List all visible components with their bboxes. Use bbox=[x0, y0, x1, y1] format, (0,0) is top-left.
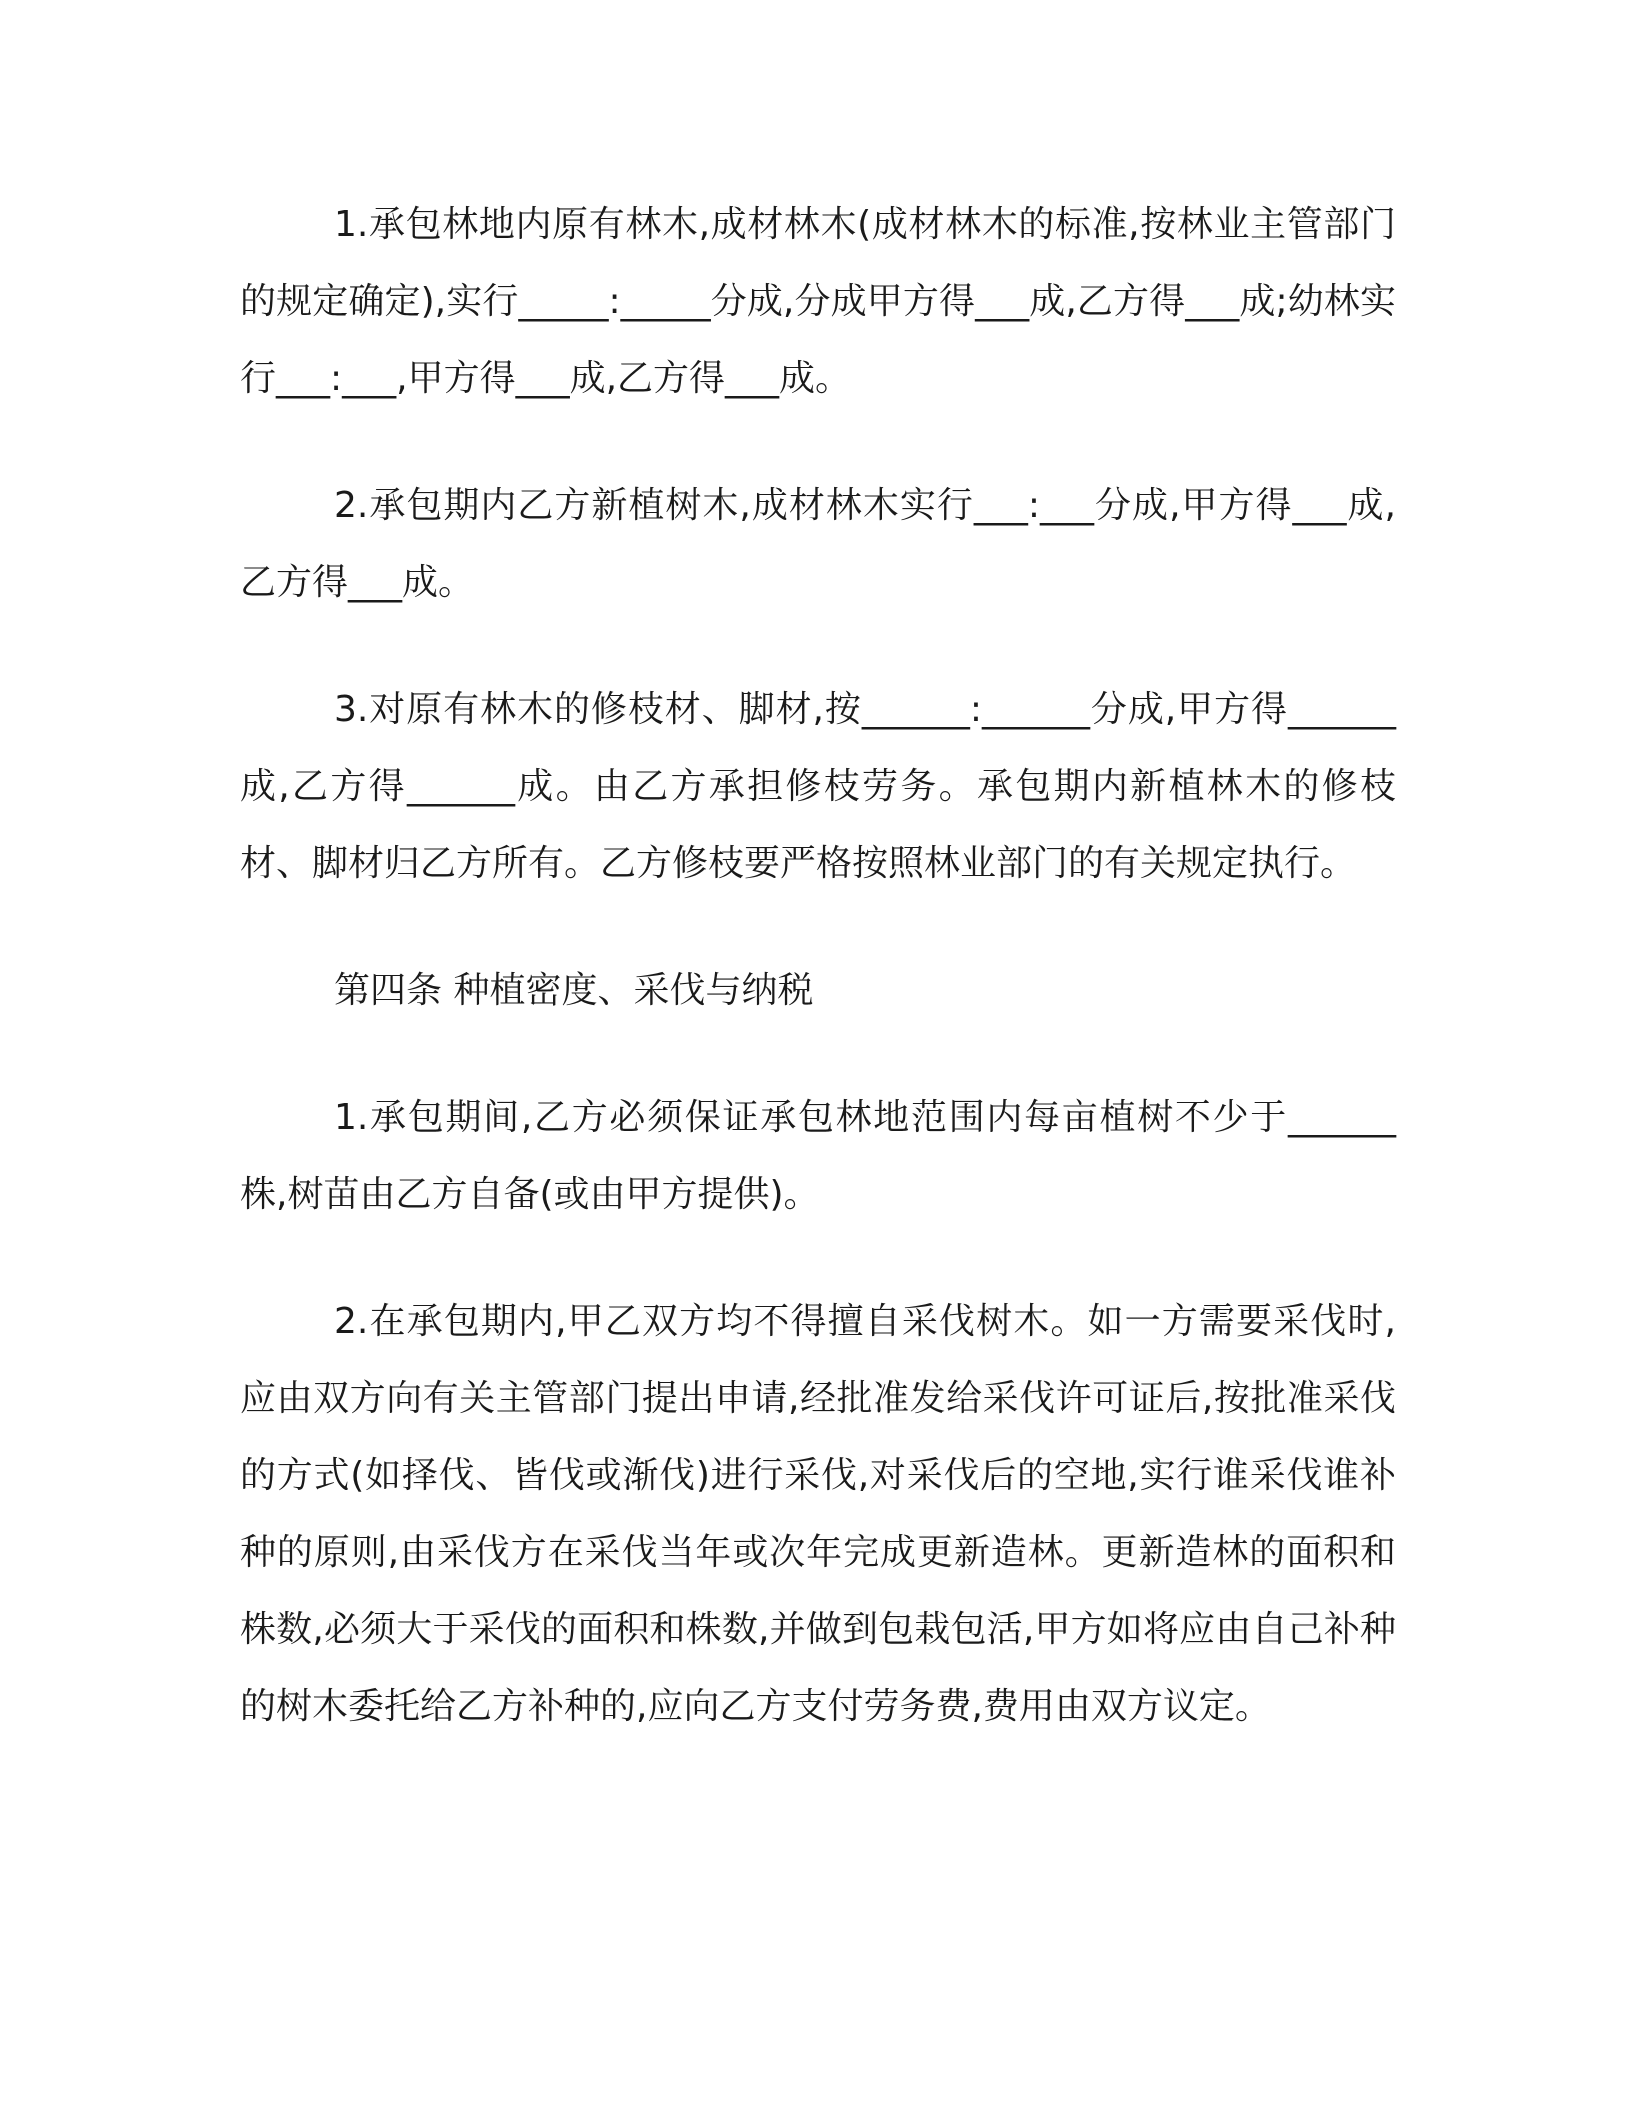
paragraph-clause-1: 1.承包林地内原有林木,成材林木(成材林木的标准,按林业主管部门的规定确定),实行_____:_____分成,分成甲方得___成,乙方得___成;幼林实行___:___,甲方得___成,乙方得___成。 bbox=[240, 204, 1396, 399]
section-heading-article-4: 第四条 种植密度、采伐与纳税 bbox=[334, 970, 814, 1011]
paragraph-article4-clause-2: 2.在承包期内,甲乙双方均不得擅自采伐树木。如一方需要采伐时,应由双方向有关主管部门提出申请,经批准发给采伐许可证后,按批准采伐的方式(如择伐、皆伐或渐伐)进行采伐,对采伐后的空地,实行谁采伐谁补种的原则,由采伐方在采伐当年或次年完成更新造林。更新造林的面积和株数,必须大于采伐的面积和株数,并做到包栽包活,甲方如将应由自己补种的树木委托给乙方补种的,应向乙方支付劳务费,费用由双方议定。 bbox=[240, 1301, 1396, 1727]
paragraph-clause-3: 3.对原有林木的修枝材、脚材,按______:______分成,甲方得______成,乙方得______成。由乙方承担修枝劳务。承包期内新植林木的修枝材、脚材归乙方所有。乙方修枝要严格按照林业部门的有关规定执行。 bbox=[240, 689, 1396, 884]
paragraph-clause-2: 2.承包期内乙方新植树木,成材林木实行___:___分成,甲方得___成,乙方得___成。 bbox=[240, 485, 1396, 603]
document-body bbox=[240, 186, 1396, 1745]
paragraph-article4-clause-1: 1.承包期间,乙方必须保证承包林地范围内每亩植树不少于______株,树苗由乙方自备(或由甲方提供)。 bbox=[240, 1097, 1396, 1215]
